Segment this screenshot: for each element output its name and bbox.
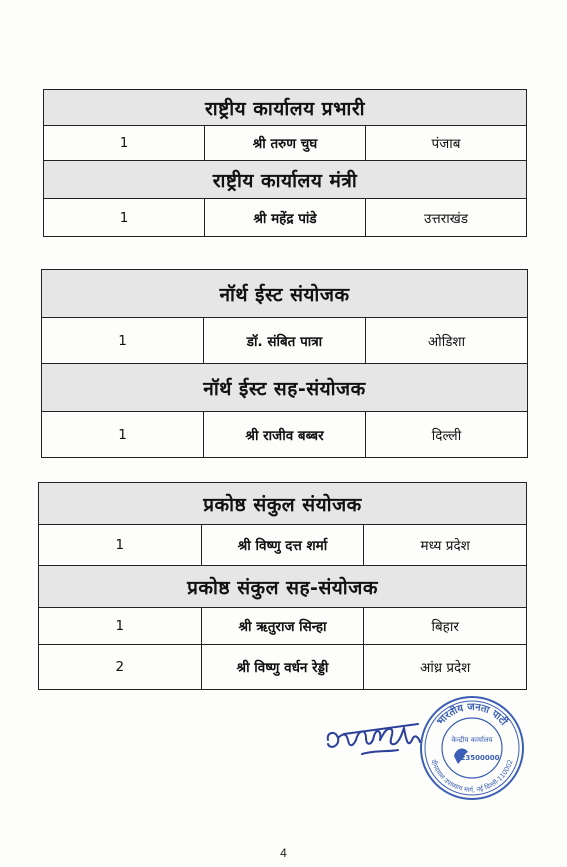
section-header bbox=[44, 90, 527, 126]
table-row bbox=[42, 412, 528, 458]
section-title: राष्ट्रीय कार्यालय मंत्री bbox=[44, 161, 527, 199]
table-row bbox=[42, 318, 528, 364]
row-number: 1 bbox=[44, 126, 205, 161]
office-incharge-table bbox=[43, 89, 527, 237]
table-row bbox=[44, 199, 527, 237]
section-title: प्रकोष्ठ संकुल सह-संयोजक bbox=[39, 566, 527, 608]
signature bbox=[322, 710, 432, 770]
member-name: श्री तरुण चुघ bbox=[205, 126, 366, 161]
member-name: श्री ऋतुराज सिन्हा bbox=[201, 608, 364, 645]
member-state: पंजाब bbox=[366, 126, 527, 161]
table-row bbox=[39, 645, 527, 690]
row-number: 1 bbox=[39, 608, 202, 645]
member-name: श्री विष्णु दत्त शर्मा bbox=[201, 525, 364, 566]
party-seal bbox=[418, 694, 526, 802]
member-state: आंध्र प्रदेश bbox=[364, 645, 527, 690]
member-state: मध्य प्रदेश bbox=[364, 525, 527, 566]
row-number: 1 bbox=[42, 412, 204, 458]
section-title: प्रकोष्ठ संकुल संयोजक bbox=[39, 483, 527, 525]
seal-org-text: भारतीय जनता पार्टी bbox=[435, 701, 510, 728]
member-state: बिहार bbox=[364, 608, 527, 645]
row-number: 1 bbox=[39, 525, 202, 566]
seal-phone-text: 23500000 bbox=[460, 754, 500, 762]
section-title: नॉर्थ ईस्ट सह-संयोजक bbox=[42, 364, 528, 412]
cell-cluster-table bbox=[38, 482, 527, 690]
north-east-table bbox=[41, 269, 528, 458]
seal-office-text: केन्द्रीय कार्यालय bbox=[451, 736, 493, 744]
member-name: श्री राजीव बब्बर bbox=[204, 412, 366, 458]
section-title: राष्ट्रीय कार्यालय प्रभारी bbox=[44, 90, 527, 126]
section-header bbox=[42, 270, 528, 318]
member-name: श्री महेंद्र पांडे bbox=[205, 199, 366, 237]
page-number: 4 bbox=[280, 846, 287, 860]
section-title: नॉर्थ ईस्ट संयोजक bbox=[42, 270, 528, 318]
section-header bbox=[44, 161, 527, 199]
section-header bbox=[39, 566, 527, 608]
row-number: 2 bbox=[39, 645, 202, 690]
member-state: ओडिशा bbox=[366, 318, 528, 364]
table-row bbox=[39, 525, 527, 566]
member-name: डॉ. संबित पात्रा bbox=[204, 318, 366, 364]
row-number: 1 bbox=[42, 318, 204, 364]
member-name: श्री विष्णु वर्धन रेड्डी bbox=[201, 645, 364, 690]
seal-address-text: दीनदयाल उपाध्याय मार्ग, नई दिल्ली-110002 bbox=[429, 758, 515, 795]
section-header bbox=[42, 364, 528, 412]
table-row bbox=[39, 608, 527, 645]
table-row bbox=[44, 126, 527, 161]
section-header bbox=[39, 483, 527, 525]
row-number: 1 bbox=[44, 199, 205, 237]
member-state: दिल्ली bbox=[366, 412, 528, 458]
member-state: उत्तराखंड bbox=[366, 199, 527, 237]
